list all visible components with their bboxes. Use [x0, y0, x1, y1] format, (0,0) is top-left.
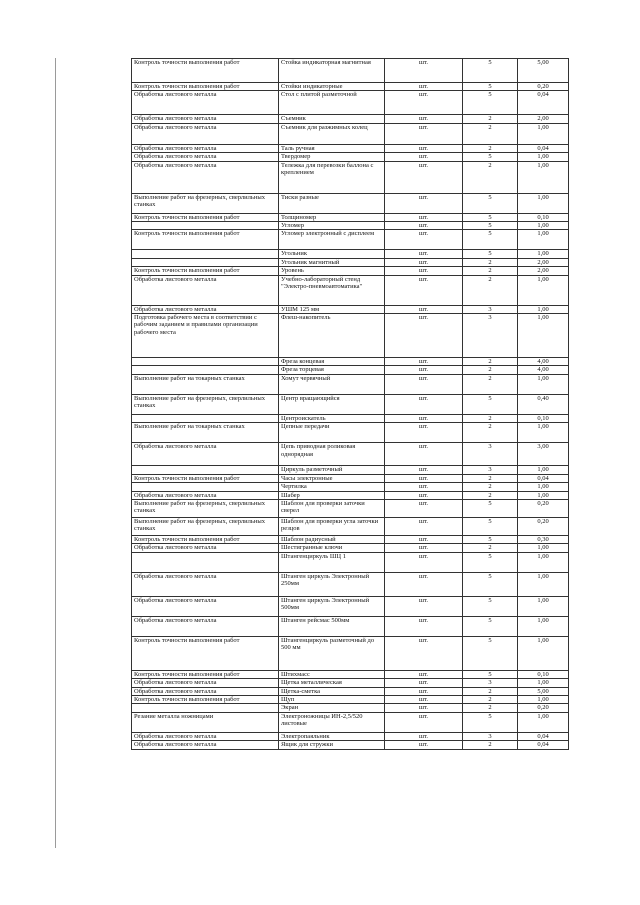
table-row	[132, 91, 569, 115]
cell-unit: шт.	[385, 712, 463, 732]
cell-work	[132, 222, 279, 230]
table-row	[132, 423, 569, 443]
cell-item: Твердомер	[279, 153, 385, 161]
cell-unit: шт.	[385, 123, 463, 144]
cell-amount: 1,00	[518, 491, 569, 499]
table-row	[132, 144, 569, 152]
cell-unit: шт.	[385, 704, 463, 712]
cell-work	[132, 483, 279, 491]
cell-item: Учебно-лабораторный стенд "Электро-пневмоавтоматика"	[279, 275, 385, 305]
cell-qty: 2	[463, 374, 518, 394]
cell-work: Обработка листового металла	[132, 305, 279, 313]
cell-amount: 0,30	[518, 535, 569, 543]
cell-work	[132, 552, 279, 572]
cell-item: Щетка металлическая	[279, 679, 385, 687]
cell-amount: 1,00	[518, 616, 569, 636]
page-margin-line	[55, 58, 56, 848]
cell-item: Штанген циркуль Электронный 500мм	[279, 596, 385, 616]
cell-unit: шт.	[385, 474, 463, 482]
cell-work: Контроль точности выполнения работ	[132, 83, 279, 91]
cell-item: Щетка-сметка	[279, 687, 385, 695]
cell-item: Штангенциркуль разметочный до 500 мм	[279, 636, 385, 670]
cell-amount: 1,00	[518, 636, 569, 670]
cell-work: Обработка листового металла	[132, 616, 279, 636]
cell-qty: 5	[463, 193, 518, 213]
cell-work: Обработка листового металла	[132, 123, 279, 144]
table-row	[132, 366, 569, 374]
cell-work: Обработка листового металла	[132, 732, 279, 740]
cell-work	[132, 258, 279, 266]
cell-work: Выполнение работ на фрезерных, сверлильных станках	[132, 193, 279, 213]
cell-unit: шт.	[385, 687, 463, 695]
cell-unit: шт.	[385, 636, 463, 670]
cell-unit: шт.	[385, 394, 463, 414]
cell-qty: 2	[463, 366, 518, 374]
cell-work: Обработка листового металла	[132, 275, 279, 305]
table-row	[132, 414, 569, 422]
cell-qty: 2	[463, 544, 518, 552]
cell-item: Флеш-накопитель	[279, 314, 385, 358]
cell-unit: шт.	[385, 466, 463, 474]
table-row	[132, 153, 569, 161]
cell-item: Штанген циркуль Электронный 250мм	[279, 572, 385, 596]
cell-unit: шт.	[385, 314, 463, 358]
cell-qty: 5	[463, 670, 518, 678]
cell-amount: 0,20	[518, 499, 569, 517]
cell-qty: 5	[463, 712, 518, 732]
cell-amount: 1,00	[518, 466, 569, 474]
cell-amount: 1,00	[518, 230, 569, 250]
cell-qty: 5	[463, 153, 518, 161]
cell-unit: шт.	[385, 358, 463, 366]
cell-work: Выполнение работ на фрезерных, сверлильных станках	[132, 394, 279, 414]
cell-work: Контроль точности выполнения работ	[132, 59, 279, 83]
cell-work: Контроль точности выполнения работ	[132, 474, 279, 482]
cell-qty: 3	[463, 443, 518, 466]
cell-unit: шт.	[385, 552, 463, 572]
cell-qty: 2	[463, 695, 518, 703]
cell-item: Ящик для стружки	[279, 741, 385, 749]
cell-amount: 1,00	[518, 314, 569, 358]
cell-unit: шт.	[385, 374, 463, 394]
cell-qty: 5	[463, 250, 518, 258]
cell-amount: 0,04	[518, 732, 569, 740]
cell-work: Контроль точности выполнения работ	[132, 267, 279, 275]
cell-qty: 3	[463, 466, 518, 474]
cell-work: Обработка листового металла	[132, 679, 279, 687]
table-row	[132, 741, 569, 749]
table-row	[132, 695, 569, 703]
cell-amount: 1,00	[518, 222, 569, 230]
cell-item: Угломер	[279, 222, 385, 230]
cell-unit: шт.	[385, 193, 463, 213]
cell-item: Электропаяльник	[279, 732, 385, 740]
cell-amount: 1,00	[518, 712, 569, 732]
cell-work: Обработка листового металла	[132, 491, 279, 499]
cell-item: Цепь приводная роликовая однорядная	[279, 443, 385, 466]
cell-unit: шт.	[385, 535, 463, 543]
cell-item: Цепные передачи	[279, 423, 385, 443]
table-row	[132, 443, 569, 466]
cell-unit: шт.	[385, 732, 463, 740]
cell-amount: 1,00	[518, 123, 569, 144]
cell-unit: шт.	[385, 366, 463, 374]
cell-work: Контроль точности выполнения работ	[132, 670, 279, 678]
cell-unit: шт.	[385, 59, 463, 83]
cell-amount: 1,00	[518, 374, 569, 394]
table-row	[132, 704, 569, 712]
cell-qty: 2	[463, 144, 518, 152]
cell-amount: 0,04	[518, 91, 569, 115]
table-row	[132, 544, 569, 552]
cell-work: Выполнение работ на фрезерных, сверлильных станках	[132, 499, 279, 517]
cell-amount: 5,00	[518, 59, 569, 83]
cell-qty: 5	[463, 636, 518, 670]
cell-work: Контроль точности выполнения работ	[132, 636, 279, 670]
cell-amount: 0,20	[518, 517, 569, 535]
cell-unit: шт.	[385, 572, 463, 596]
cell-unit: шт.	[385, 153, 463, 161]
cell-amount: 0,20	[518, 83, 569, 91]
cell-item: Уровень	[279, 267, 385, 275]
table-row	[132, 305, 569, 313]
cell-unit: шт.	[385, 741, 463, 749]
cell-work: Обработка листового металла	[132, 153, 279, 161]
cell-amount: 4,00	[518, 366, 569, 374]
cell-work: Обработка листового металла	[132, 596, 279, 616]
equipment-table-body	[132, 59, 569, 750]
table-row	[132, 517, 569, 535]
cell-qty: 2	[463, 704, 518, 712]
cell-item: Шаблон для проверки угла заточки резцов	[279, 517, 385, 535]
cell-amount: 0,04	[518, 474, 569, 482]
table-row	[132, 616, 569, 636]
cell-item: Электроножницы ИН-2,5/520 листовые	[279, 712, 385, 732]
cell-amount: 0,20	[518, 704, 569, 712]
cell-amount: 2,00	[518, 115, 569, 123]
cell-amount: 1,00	[518, 544, 569, 552]
table-row	[132, 59, 569, 83]
cell-amount: 0,10	[518, 213, 569, 221]
cell-qty: 5	[463, 596, 518, 616]
cell-work	[132, 366, 279, 374]
cell-item: Угольник	[279, 250, 385, 258]
cell-unit: шт.	[385, 596, 463, 616]
cell-item: Тиски разные	[279, 193, 385, 213]
cell-work	[132, 414, 279, 422]
cell-qty: 5	[463, 213, 518, 221]
cell-qty: 5	[463, 394, 518, 414]
cell-work: Выполнение работ на токарных станках	[132, 374, 279, 394]
table-row	[132, 491, 569, 499]
cell-unit: шт.	[385, 83, 463, 91]
table-row	[132, 83, 569, 91]
cell-item: Центроискатель	[279, 414, 385, 422]
cell-qty: 2	[463, 258, 518, 266]
table-row	[132, 258, 569, 266]
cell-work: Обработка листового металла	[132, 572, 279, 596]
cell-amount: 1,00	[518, 250, 569, 258]
table-row	[132, 358, 569, 366]
table-row	[132, 230, 569, 250]
cell-amount: 0,10	[518, 414, 569, 422]
cell-qty: 2	[463, 474, 518, 482]
cell-unit: шт.	[385, 230, 463, 250]
cell-amount: 0,04	[518, 741, 569, 749]
cell-qty: 5	[463, 230, 518, 250]
cell-work: Контроль точности выполнения работ	[132, 695, 279, 703]
cell-work: Контроль точности выполнения работ	[132, 230, 279, 250]
table-row	[132, 193, 569, 213]
cell-unit: шт.	[385, 91, 463, 115]
table-row	[132, 572, 569, 596]
cell-unit: шт.	[385, 267, 463, 275]
cell-item: Угломер электронный с дисплеем	[279, 230, 385, 250]
cell-qty: 5	[463, 535, 518, 543]
cell-unit: шт.	[385, 616, 463, 636]
cell-unit: шт.	[385, 517, 463, 535]
cell-item: Фреза концевая	[279, 358, 385, 366]
cell-unit: шт.	[385, 213, 463, 221]
cell-qty: 3	[463, 305, 518, 313]
table-row	[132, 535, 569, 543]
cell-unit: шт.	[385, 544, 463, 552]
cell-work: Обработка листового металла	[132, 443, 279, 466]
cell-unit: шт.	[385, 483, 463, 491]
cell-qty: 5	[463, 616, 518, 636]
cell-unit: шт.	[385, 161, 463, 193]
cell-unit: шт.	[385, 414, 463, 422]
cell-amount: 1,00	[518, 483, 569, 491]
cell-amount: 2,00	[518, 258, 569, 266]
cell-item: Экран	[279, 704, 385, 712]
cell-item: Угольник магнитный	[279, 258, 385, 266]
cell-work: Выполнение работ на фрезерных, сверлильных станках	[132, 517, 279, 535]
cell-work: Резание металла ножницами	[132, 712, 279, 732]
cell-qty: 5	[463, 91, 518, 115]
cell-work: Обработка листового металла	[132, 144, 279, 152]
cell-work: Обработка листового металла	[132, 687, 279, 695]
table-row	[132, 222, 569, 230]
cell-unit: шт.	[385, 695, 463, 703]
cell-qty: 2	[463, 414, 518, 422]
cell-amount: 1,00	[518, 193, 569, 213]
cell-amount: 3,00	[518, 443, 569, 466]
equipment-table	[131, 58, 569, 750]
table-row	[132, 636, 569, 670]
cell-work: Выполнение работ на токарных станках	[132, 423, 279, 443]
cell-qty: 2	[463, 275, 518, 305]
cell-qty: 2	[463, 115, 518, 123]
cell-work: Контроль точности выполнения работ	[132, 535, 279, 543]
cell-qty: 5	[463, 552, 518, 572]
cell-qty: 3	[463, 732, 518, 740]
cell-qty: 2	[463, 267, 518, 275]
table-row	[132, 474, 569, 482]
table-row	[132, 394, 569, 414]
cell-unit: шт.	[385, 305, 463, 313]
cell-work: Контроль точности выполнения работ	[132, 213, 279, 221]
cell-amount: 4,00	[518, 358, 569, 366]
cell-amount: 1,00	[518, 305, 569, 313]
cell-qty: 2	[463, 483, 518, 491]
cell-work	[132, 466, 279, 474]
table-row	[132, 679, 569, 687]
cell-item: Циркуль разметочный	[279, 466, 385, 474]
cell-item: Центр вращающийся	[279, 394, 385, 414]
cell-item: Фреза торцевая	[279, 366, 385, 374]
table-row	[132, 596, 569, 616]
cell-amount: 0,10	[518, 670, 569, 678]
cell-unit: шт.	[385, 144, 463, 152]
cell-work: Обработка листового металла	[132, 91, 279, 115]
table-row	[132, 267, 569, 275]
cell-item: Стол с плитой разметочной	[279, 91, 385, 115]
cell-unit: шт.	[385, 115, 463, 123]
cell-amount: 1,00	[518, 153, 569, 161]
cell-unit: шт.	[385, 275, 463, 305]
cell-item: Штангенциркуль ШЦ 1	[279, 552, 385, 572]
cell-item: Таль ручная	[279, 144, 385, 152]
cell-item: Толщиномер	[279, 213, 385, 221]
table-row	[132, 732, 569, 740]
cell-unit: шт.	[385, 250, 463, 258]
cell-item: Шаблон радиусный	[279, 535, 385, 543]
cell-work: Обработка листового металла	[132, 161, 279, 193]
cell-work	[132, 704, 279, 712]
cell-item: Чертилка	[279, 483, 385, 491]
cell-qty: 5	[463, 572, 518, 596]
cell-unit: шт.	[385, 679, 463, 687]
cell-qty: 2	[463, 161, 518, 193]
cell-item: Стойка индикаторная магнитная	[279, 59, 385, 83]
cell-qty: 3	[463, 314, 518, 358]
cell-qty: 2	[463, 491, 518, 499]
cell-qty: 2	[463, 123, 518, 144]
cell-amount: 0,40	[518, 394, 569, 414]
cell-item: Штанген рейсмас 500мм	[279, 616, 385, 636]
cell-qty: 2	[463, 687, 518, 695]
cell-amount: 1,00	[518, 695, 569, 703]
cell-amount: 1,00	[518, 275, 569, 305]
table-row	[132, 213, 569, 221]
cell-qty: 5	[463, 222, 518, 230]
table-row	[132, 161, 569, 193]
cell-item: Хомут червячный	[279, 374, 385, 394]
cell-qty: 2	[463, 741, 518, 749]
cell-item: Съемник	[279, 115, 385, 123]
cell-item: Шестигранные ключи	[279, 544, 385, 552]
cell-unit: шт.	[385, 222, 463, 230]
cell-item: Тележка для перевозки баллона с креплением	[279, 161, 385, 193]
table-row	[132, 466, 569, 474]
cell-amount: 5,00	[518, 687, 569, 695]
cell-item: Шаблон для проверки заточки сверел	[279, 499, 385, 517]
table-row	[132, 712, 569, 732]
cell-unit: шт.	[385, 258, 463, 266]
cell-unit: шт.	[385, 499, 463, 517]
cell-item: Стойки индикаторные	[279, 83, 385, 91]
cell-work: Подготовка рабочего места в соответствии с рабочим заданием и правилами организации рабочего места	[132, 314, 279, 358]
cell-amount: 0,04	[518, 144, 569, 152]
cell-unit: шт.	[385, 423, 463, 443]
cell-work: Обработка листового металла	[132, 115, 279, 123]
table-row	[132, 250, 569, 258]
cell-item: Щуп	[279, 695, 385, 703]
cell-item: Съемник для разжимных колец	[279, 123, 385, 144]
cell-item: УШМ 125 мм	[279, 305, 385, 313]
cell-amount: 2,00	[518, 267, 569, 275]
cell-qty: 3	[463, 679, 518, 687]
table-row	[132, 552, 569, 572]
cell-work	[132, 250, 279, 258]
cell-qty: 5	[463, 83, 518, 91]
cell-amount: 1,00	[518, 552, 569, 572]
table-row	[132, 499, 569, 517]
table-row	[132, 374, 569, 394]
cell-qty: 5	[463, 517, 518, 535]
cell-item: Штихмасс	[279, 670, 385, 678]
cell-amount: 1,00	[518, 679, 569, 687]
cell-amount: 1,00	[518, 572, 569, 596]
cell-work: Обработка листового металла	[132, 741, 279, 749]
cell-work	[132, 358, 279, 366]
cell-qty: 2	[463, 358, 518, 366]
cell-qty: 5	[463, 59, 518, 83]
table-row	[132, 314, 569, 358]
cell-qty: 2	[463, 423, 518, 443]
table-row	[132, 123, 569, 144]
table-row	[132, 275, 569, 305]
table-row	[132, 670, 569, 678]
table-row	[132, 115, 569, 123]
cell-qty: 5	[463, 499, 518, 517]
cell-item: Шабер	[279, 491, 385, 499]
table-row	[132, 483, 569, 491]
cell-unit: шт.	[385, 491, 463, 499]
cell-unit: шт.	[385, 443, 463, 466]
cell-work: Обработка листового металла	[132, 544, 279, 552]
cell-amount: 1,00	[518, 423, 569, 443]
cell-item: Часы электронные	[279, 474, 385, 482]
table-row	[132, 687, 569, 695]
cell-amount: 1,00	[518, 596, 569, 616]
cell-unit: шт.	[385, 670, 463, 678]
cell-amount: 1,00	[518, 161, 569, 193]
